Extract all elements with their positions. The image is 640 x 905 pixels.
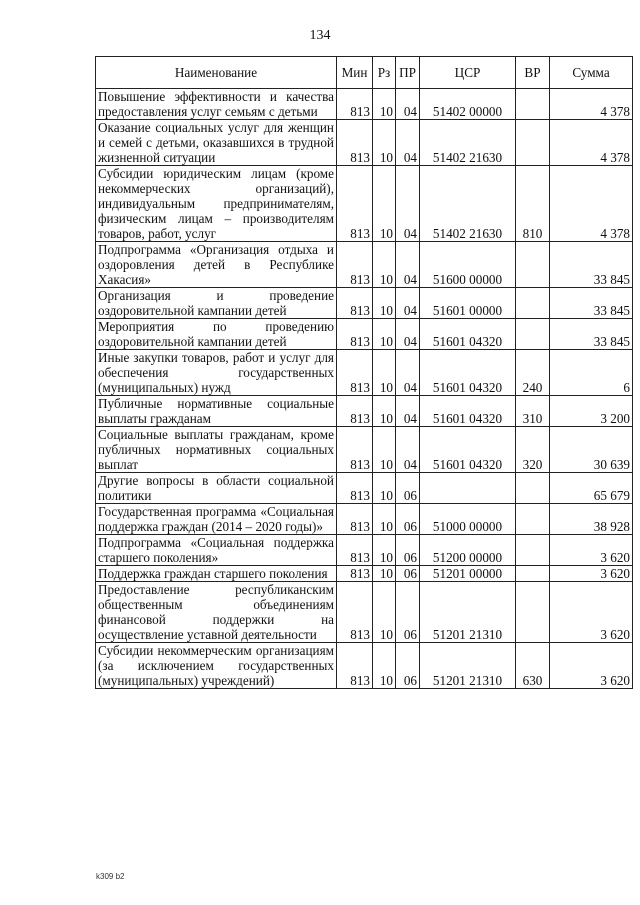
- row-vr: 630: [516, 643, 550, 689]
- row-name: Иные закупки товаров, работ и услуг для обеспечения государственных (муниципальных) нужд: [96, 350, 337, 396]
- row-vr: [516, 504, 550, 535]
- row-min: 813: [337, 166, 373, 242]
- row-name: Публичные нормативные социальные выплаты гражданам: [96, 396, 337, 427]
- row-csr: 51601 04320: [420, 350, 516, 396]
- row-name: Предоставление республиканским общественным объединениям финансовой поддержки на осуществление уставной деятельности: [96, 582, 337, 643]
- row-sum: 6: [550, 350, 633, 396]
- row-vr: 810: [516, 166, 550, 242]
- row-sum: 33 845: [550, 288, 633, 319]
- table-row: [96, 535, 633, 566]
- row-name: Организация и проведение оздоровительной кампании детей: [96, 288, 337, 319]
- row-sum: 3 620: [550, 643, 633, 689]
- header-sum: Сумма: [550, 57, 633, 89]
- header-csr: ЦСР: [420, 57, 516, 89]
- row-min: 813: [337, 504, 373, 535]
- row-csr: 51601 04320: [420, 396, 516, 427]
- row-name: Субсидии некоммерческим организациям (за исключением государственных (муниципальных) учреждений): [96, 643, 337, 689]
- row-rz: 10: [373, 242, 396, 288]
- row-min: 813: [337, 89, 373, 120]
- row-min: 813: [337, 396, 373, 427]
- row-vr: [516, 473, 550, 504]
- row-pr: 04: [396, 166, 420, 242]
- table-row: [96, 120, 633, 166]
- row-pr: 04: [396, 89, 420, 120]
- row-sum: 65 679: [550, 473, 633, 504]
- row-min: 813: [337, 288, 373, 319]
- row-rz: 10: [373, 504, 396, 535]
- row-csr: 51601 00000: [420, 288, 516, 319]
- table-row: [96, 319, 633, 350]
- row-sum: 33 845: [550, 319, 633, 350]
- row-csr: [420, 473, 516, 504]
- row-csr: 51601 04320: [420, 319, 516, 350]
- row-pr: 04: [396, 427, 420, 473]
- table-row: [96, 396, 633, 427]
- row-rz: 10: [373, 89, 396, 120]
- page-number: 134: [309, 28, 331, 43]
- table-row: [96, 350, 633, 396]
- table-row: [96, 288, 633, 319]
- row-rz: 10: [373, 535, 396, 566]
- row-min: 813: [337, 535, 373, 566]
- row-pr: 04: [396, 242, 420, 288]
- row-vr: [516, 89, 550, 120]
- row-name: Субсидии юридическим лицам (кроме некоммерческих организаций), индивидуальным предпринимателям, физическим лицам – производителям товаров, работ, услуг: [96, 166, 337, 242]
- row-sum: 3 620: [550, 566, 633, 582]
- row-min: 813: [337, 242, 373, 288]
- row-pr: 04: [396, 120, 420, 166]
- row-min: 813: [337, 319, 373, 350]
- row-name: Другие вопросы в области социальной политики: [96, 473, 337, 504]
- row-sum: 4 378: [550, 120, 633, 166]
- table-row: [96, 504, 633, 535]
- row-vr: [516, 582, 550, 643]
- row-vr: 320: [516, 427, 550, 473]
- row-name: Мероприятия по проведению оздоровительной кампании детей: [96, 319, 337, 350]
- table-header-row: [96, 57, 633, 89]
- row-rz: 10: [373, 582, 396, 643]
- table-row: [96, 473, 633, 504]
- row-pr: 06: [396, 566, 420, 582]
- table-row: [96, 643, 633, 689]
- row-csr: 51402 21630: [420, 120, 516, 166]
- table-row: [96, 242, 633, 288]
- table-body: [96, 89, 633, 689]
- row-name: Оказание социальных услуг для женщин и семей с детьми, оказавшихся в трудной жизненной ситуации: [96, 120, 337, 166]
- row-pr: 04: [396, 396, 420, 427]
- row-vr: [516, 535, 550, 566]
- row-sum: 33 845: [550, 242, 633, 288]
- row-pr: 04: [396, 288, 420, 319]
- header-rz: Рз: [373, 57, 396, 89]
- row-rz: 10: [373, 566, 396, 582]
- row-csr: 51600 00000: [420, 242, 516, 288]
- row-csr: 51200 00000: [420, 535, 516, 566]
- row-pr: 06: [396, 504, 420, 535]
- row-min: 813: [337, 582, 373, 643]
- header-min: Мин: [337, 57, 373, 89]
- row-min: 813: [337, 427, 373, 473]
- table-row: [96, 427, 633, 473]
- row-min: 813: [337, 643, 373, 689]
- row-csr: 51201 00000: [420, 566, 516, 582]
- row-min: 813: [337, 350, 373, 396]
- row-vr: 310: [516, 396, 550, 427]
- row-rz: 10: [373, 350, 396, 396]
- row-name: Повышение эффективности и качества предоставления услуг семьям с детьми: [96, 89, 337, 120]
- row-sum: 3 200: [550, 396, 633, 427]
- row-pr: 06: [396, 582, 420, 643]
- row-csr: 51601 04320: [420, 427, 516, 473]
- table-row: [96, 89, 633, 120]
- row-pr: 04: [396, 350, 420, 396]
- row-min: 813: [337, 473, 373, 504]
- row-vr: [516, 288, 550, 319]
- table-row: [96, 166, 633, 242]
- row-rz: 10: [373, 396, 396, 427]
- table-row: [96, 582, 633, 643]
- row-rz: 10: [373, 319, 396, 350]
- header-name: Наименование: [96, 57, 337, 89]
- row-vr: 240: [516, 350, 550, 396]
- footer-code: k309 b2: [96, 872, 125, 881]
- row-vr: [516, 566, 550, 582]
- row-rz: 10: [373, 643, 396, 689]
- row-rz: 10: [373, 166, 396, 242]
- row-csr: 51201 21310: [420, 582, 516, 643]
- row-sum: 38 928: [550, 504, 633, 535]
- row-sum: 4 378: [550, 166, 633, 242]
- row-rz: 10: [373, 427, 396, 473]
- row-sum: 3 620: [550, 582, 633, 643]
- budget-table: [95, 56, 633, 689]
- row-rz: 10: [373, 473, 396, 504]
- row-sum: 3 620: [550, 535, 633, 566]
- row-name: Подпрограмма «Организация отдыха и оздоровления детей в Республике Хакасия»: [96, 242, 337, 288]
- row-sum: 30 639: [550, 427, 633, 473]
- row-pr: 06: [396, 473, 420, 504]
- row-sum: 4 378: [550, 89, 633, 120]
- row-rz: 10: [373, 288, 396, 319]
- header-vr: ВР: [516, 57, 550, 89]
- header-pr: ПР: [396, 57, 420, 89]
- row-csr: 51402 00000: [420, 89, 516, 120]
- row-pr: 06: [396, 535, 420, 566]
- row-min: 813: [337, 120, 373, 166]
- row-pr: 06: [396, 643, 420, 689]
- row-vr: [516, 242, 550, 288]
- row-pr: 04: [396, 319, 420, 350]
- row-vr: [516, 120, 550, 166]
- row-name: Поддержка граждан старшего поколения: [96, 566, 337, 582]
- row-min: 813: [337, 566, 373, 582]
- row-name: Социальные выплаты гражданам, кроме публичных нормативных социальных выплат: [96, 427, 337, 473]
- row-rz: 10: [373, 120, 396, 166]
- row-name: Государственная программа «Социальная поддержка граждан (2014 – 2020 годы)»: [96, 504, 337, 535]
- table-row: [96, 566, 633, 582]
- row-vr: [516, 319, 550, 350]
- row-csr: 51201 21310: [420, 643, 516, 689]
- row-name: Подпрограмма «Социальная поддержка старшего поколения»: [96, 535, 337, 566]
- row-csr: 51000 00000: [420, 504, 516, 535]
- row-csr: 51402 21630: [420, 166, 516, 242]
